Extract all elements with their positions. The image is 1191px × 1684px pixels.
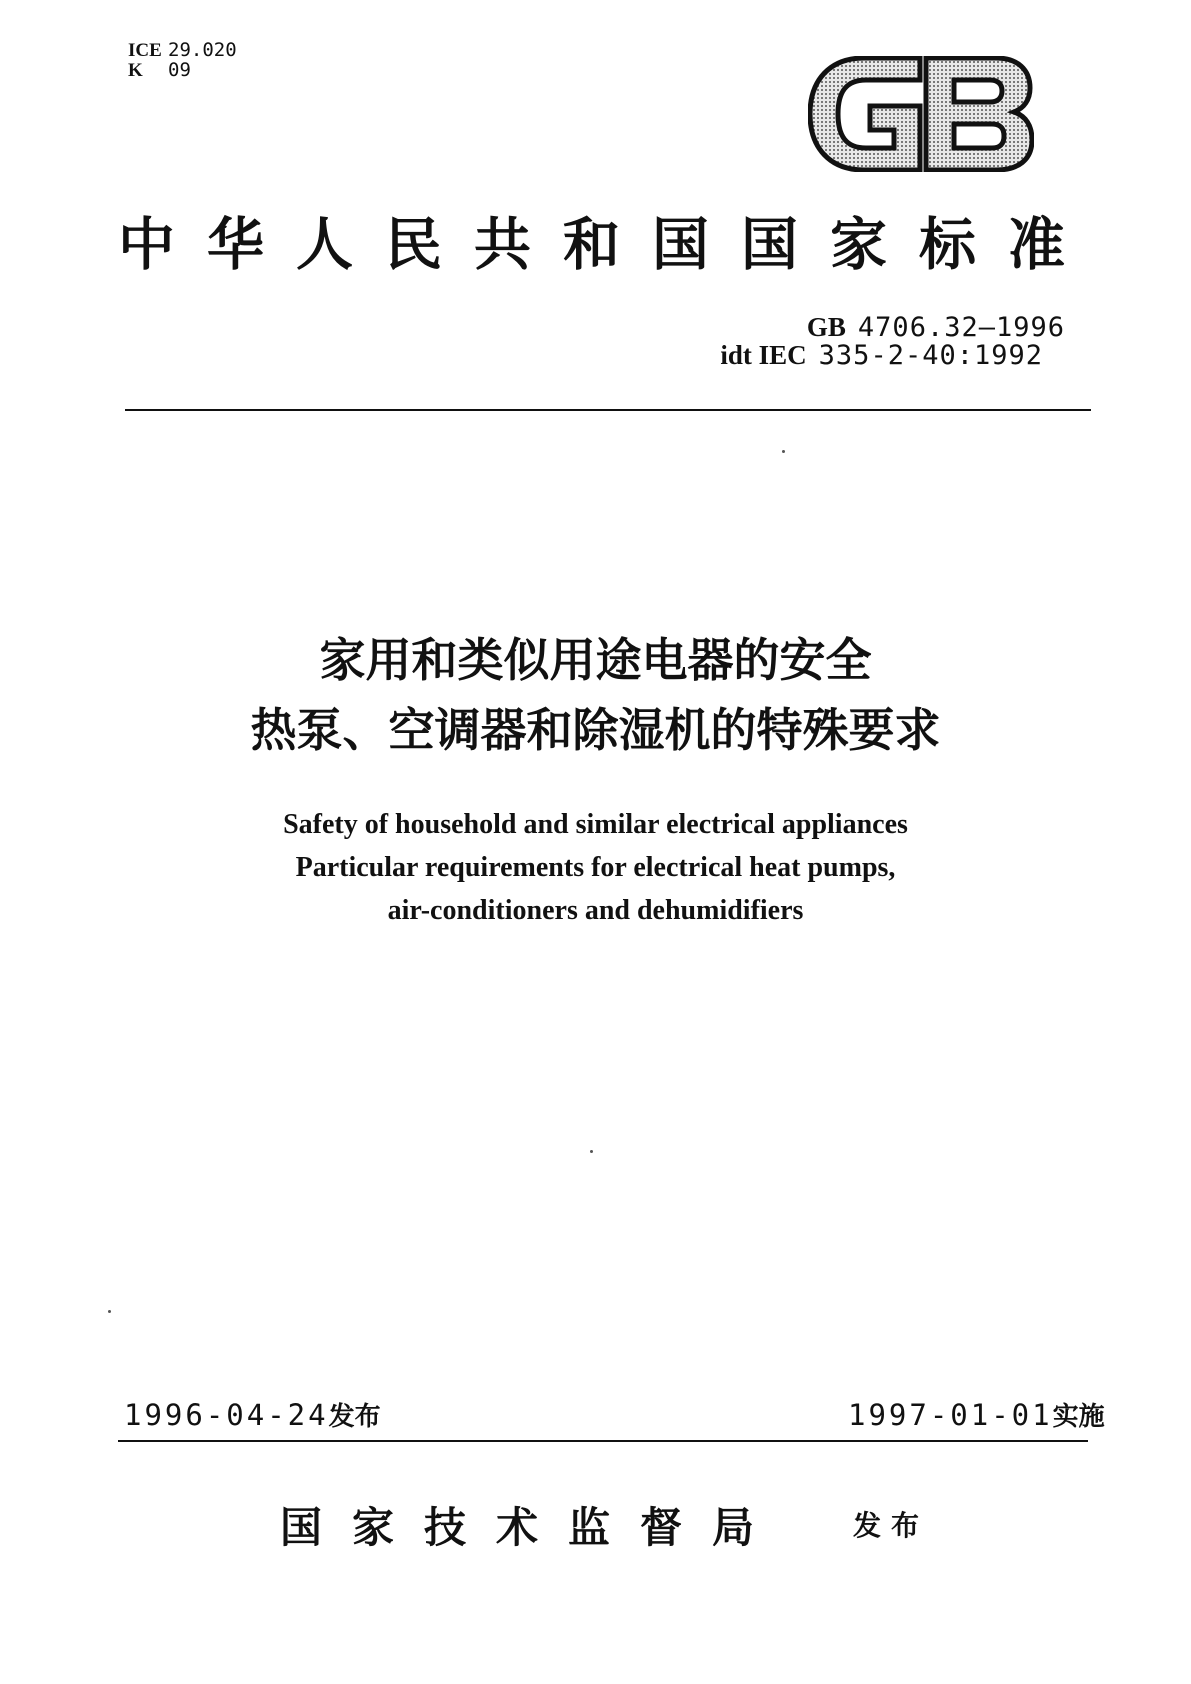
- implement-date-line: [848, 1396, 1105, 1433]
- standard-number: [807, 312, 1065, 343]
- issue-date-line: [124, 1396, 381, 1433]
- equivalence-number: [720, 340, 1043, 371]
- equivalence-prefix: idt IEC: [720, 340, 807, 370]
- zh-title-line-1: 家用和类似用途电器的安全: [319, 633, 872, 687]
- ccs-value: 09: [168, 59, 191, 81]
- ccs-code: [128, 60, 191, 81]
- issuer-name: 国家技术监督局: [280, 1503, 785, 1552]
- ccs-label: K: [128, 60, 143, 81]
- bottom-divider: [118, 1440, 1088, 1442]
- standard-number-prefix: GB: [806, 312, 846, 342]
- gb-logo: [808, 56, 1034, 172]
- implement-date: 1997-01-01: [848, 1398, 1053, 1432]
- scan-speck: [782, 450, 785, 453]
- issue-date: 1996-04-24: [124, 1398, 329, 1432]
- ics-value: 29.020: [168, 39, 237, 61]
- implement-label: 实施: [1052, 1402, 1105, 1432]
- scan-speck: [590, 1150, 593, 1153]
- en-title-line-1: Safety of household and similar electrical appliances: [283, 809, 908, 840]
- standard-number-value: 4706.32—1996: [857, 312, 1065, 343]
- ics-code: [128, 40, 237, 61]
- ics-label: ICE: [128, 40, 162, 61]
- en-title-line-2: Particular requirements for electrical heat pumps,: [295, 852, 896, 883]
- zh-title-line-2: 热泵、空调器和除湿机的特殊要求: [250, 703, 941, 757]
- scan-speck: [108, 1310, 111, 1313]
- en-title-line-3: air-conditioners and dehumidifiers: [387, 895, 804, 926]
- equivalence-value: 335-2-40:1992: [818, 340, 1043, 371]
- national-standard-title: 中华人民共和国国家标准: [118, 212, 1097, 278]
- issuer-publish-word: 发布: [853, 1509, 930, 1542]
- issue-label: 发布: [328, 1402, 381, 1432]
- top-divider: [125, 409, 1091, 411]
